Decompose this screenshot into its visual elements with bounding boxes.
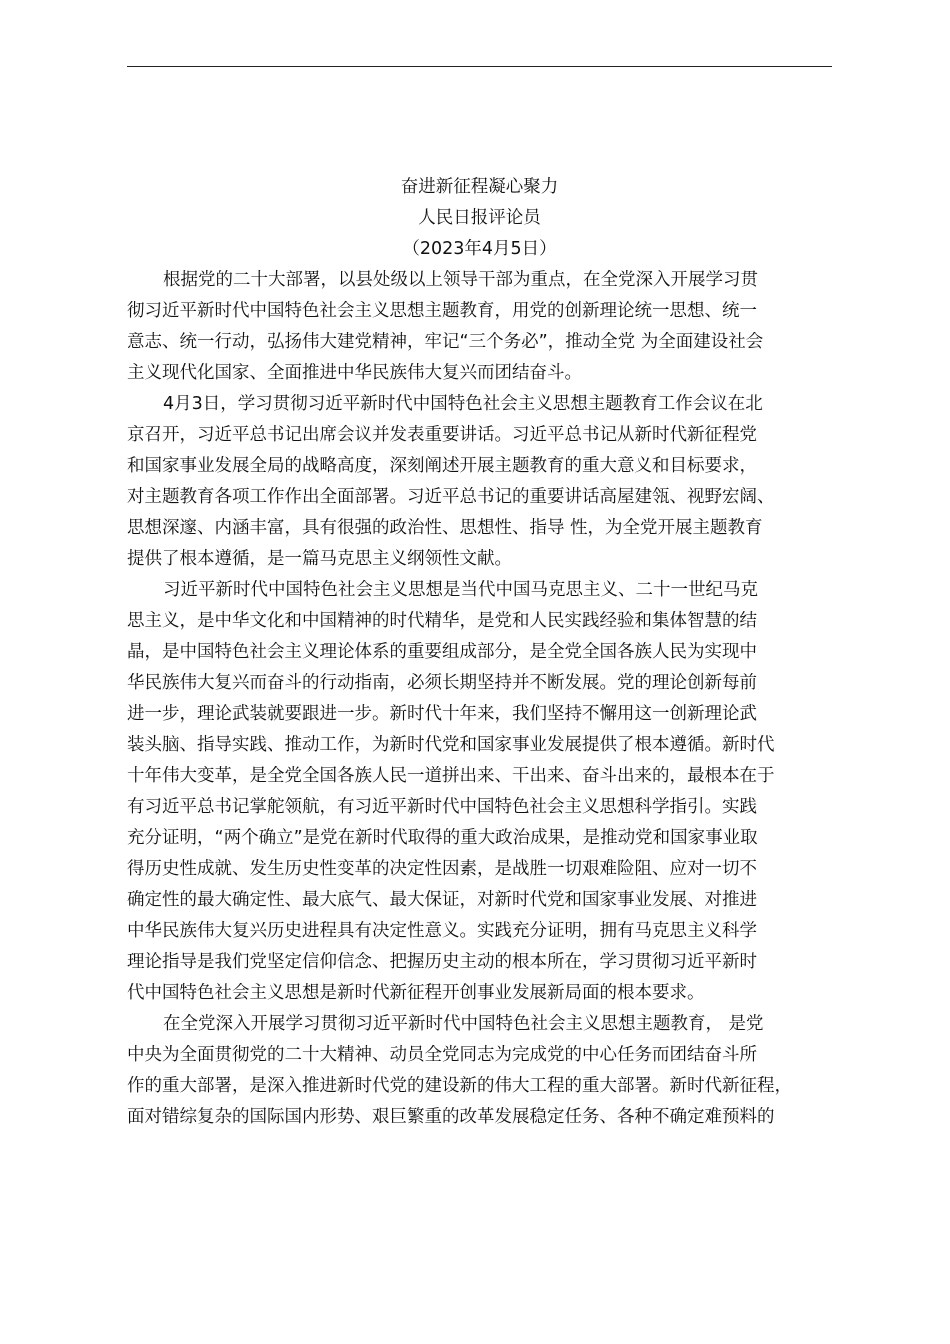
paragraph-line: 晶，是中国特色社会主义理论体系的重要组成部分，是全党全国各族人民为实现中: [127, 642, 757, 662]
paragraph-line: 理论指导是我们党坚定信仰信念、把握历史主动的根本所在，学习贯彻习近平新时: [127, 952, 757, 972]
paragraph-line: 华民族伟大复兴而奋斗的行动指南，必须长期坚持并不断发展。党的理论创新每前: [127, 673, 757, 693]
paragraph-line: 彻习近平新时代中国特色社会主义思想主题教育，用党的创新理论统一思想、统一: [127, 301, 757, 321]
paragraph-line: 在全党深入开展学习贯彻习近平新时代中国特色社会主义思想主题教育， 是党: [163, 1014, 764, 1034]
paragraph-line: 主义现代化国家、全面推进中华民族伟大复兴而团结奋斗。: [127, 363, 582, 383]
article-header: [127, 172, 832, 265]
paragraph-line: 和国家事业发展全局的战略高度，深刻阐述开展主题教育的重大意义和目标要求，: [127, 456, 757, 476]
paragraph-line: 4月3日，学习贯彻习近平新时代中国特色社会主义思想主题教育工作会议在北: [163, 394, 763, 414]
paragraph: [127, 265, 839, 389]
article-body: [127, 265, 839, 1133]
paragraph-line: 确定性的最大确定性、最大底气、最大保证，对新时代党和国家事业发展、对推进: [127, 890, 757, 910]
paragraph-line: 京召开，习近平总书记出席会议并发表重要讲话。习近平总书记从新时代新征程党: [127, 425, 757, 445]
paragraph: [127, 575, 839, 1009]
paragraph-line: 根据党的二十大部署，以县处级以上领导干部为重点，在全党深入开展学习贯: [163, 270, 758, 290]
header-rule: [127, 66, 832, 67]
article-author: 人民日报评论员: [418, 208, 541, 228]
paragraph-line: 进一步，理论武装就要跟进一步。新时代十年来，我们坚持不懈用这一创新理论武: [127, 704, 757, 724]
paragraph-line: 装头脑、指导实践、推动工作，为新时代党和国家事业发展提供了根本遵循。新时代: [127, 735, 775, 755]
paragraph-line: 得历史性成就、发生历史性变革的决定性因素，是战胜一切艰难险阻、应对一切不: [127, 859, 757, 879]
paragraph-line: 作的重大部署，是深入推进新时代党的建设新的伟大工程的重大部署。新时代新征程，: [127, 1076, 792, 1096]
paragraph: [127, 1009, 839, 1133]
paragraph-line: 中央为全面贯彻党的二十大精神、动员全党同志为完成党的中心任务而团结奋斗所: [127, 1045, 757, 1065]
paragraph-line: 十年伟大变革，是全党全国各族人民一道拼出来、干出来、奋斗出来的，最根本在于: [127, 766, 775, 786]
paragraph-line: 思想深邃、内涵丰富，具有很强的政治性、思想性、指导 性，为全党开展主题教育: [127, 518, 763, 538]
paragraph-line: 面对错综复杂的国际国内形势、艰巨繁重的改革发展稳定任务、各种不确定难预料的: [127, 1107, 775, 1127]
paragraph-line: 思主义，是中华文化和中国精神的时代精华，是党和人民实践经验和集体智慧的结: [127, 611, 757, 631]
paragraph-line: 有习近平总书记掌舵领航，有习近平新时代中国特色社会主义思想科学指引。实践: [127, 797, 757, 817]
article-date: （2023年4月5日）: [402, 239, 557, 259]
paragraph-line: 提供了根本遵循，是一篇马克思主义纲领性文献。: [127, 549, 512, 569]
paragraph-line: 中华民族伟大复兴历史进程具有决定性意义。实践充分证明，拥有马克思主义科学: [127, 921, 757, 941]
paragraph-line: 代中国特色社会主义思想是新时代新征程开创事业发展新局面的根本要求。: [127, 983, 705, 1003]
paragraph-line: 对主题教育各项工作作出全面部署。习近平总书记的重要讲话高屋建瓴、视野宏阔、: [127, 487, 775, 507]
paragraph-line: 充分证明，“两个确立”是党在新时代取得的重大政治成果，是推动党和国家事业取: [127, 828, 758, 848]
paragraph: [127, 389, 839, 575]
paragraph-line: 习近平新时代中国特色社会主义思想是当代中国马克思主义、二十一世纪马克: [163, 580, 758, 600]
paragraph-line: 意志、统一行动，弘扬伟大建党精神，牢记“三个务必”，推动全党 为全面建设社会: [127, 332, 764, 352]
article-title: 奋进新征程凝心聚力: [400, 177, 559, 197]
